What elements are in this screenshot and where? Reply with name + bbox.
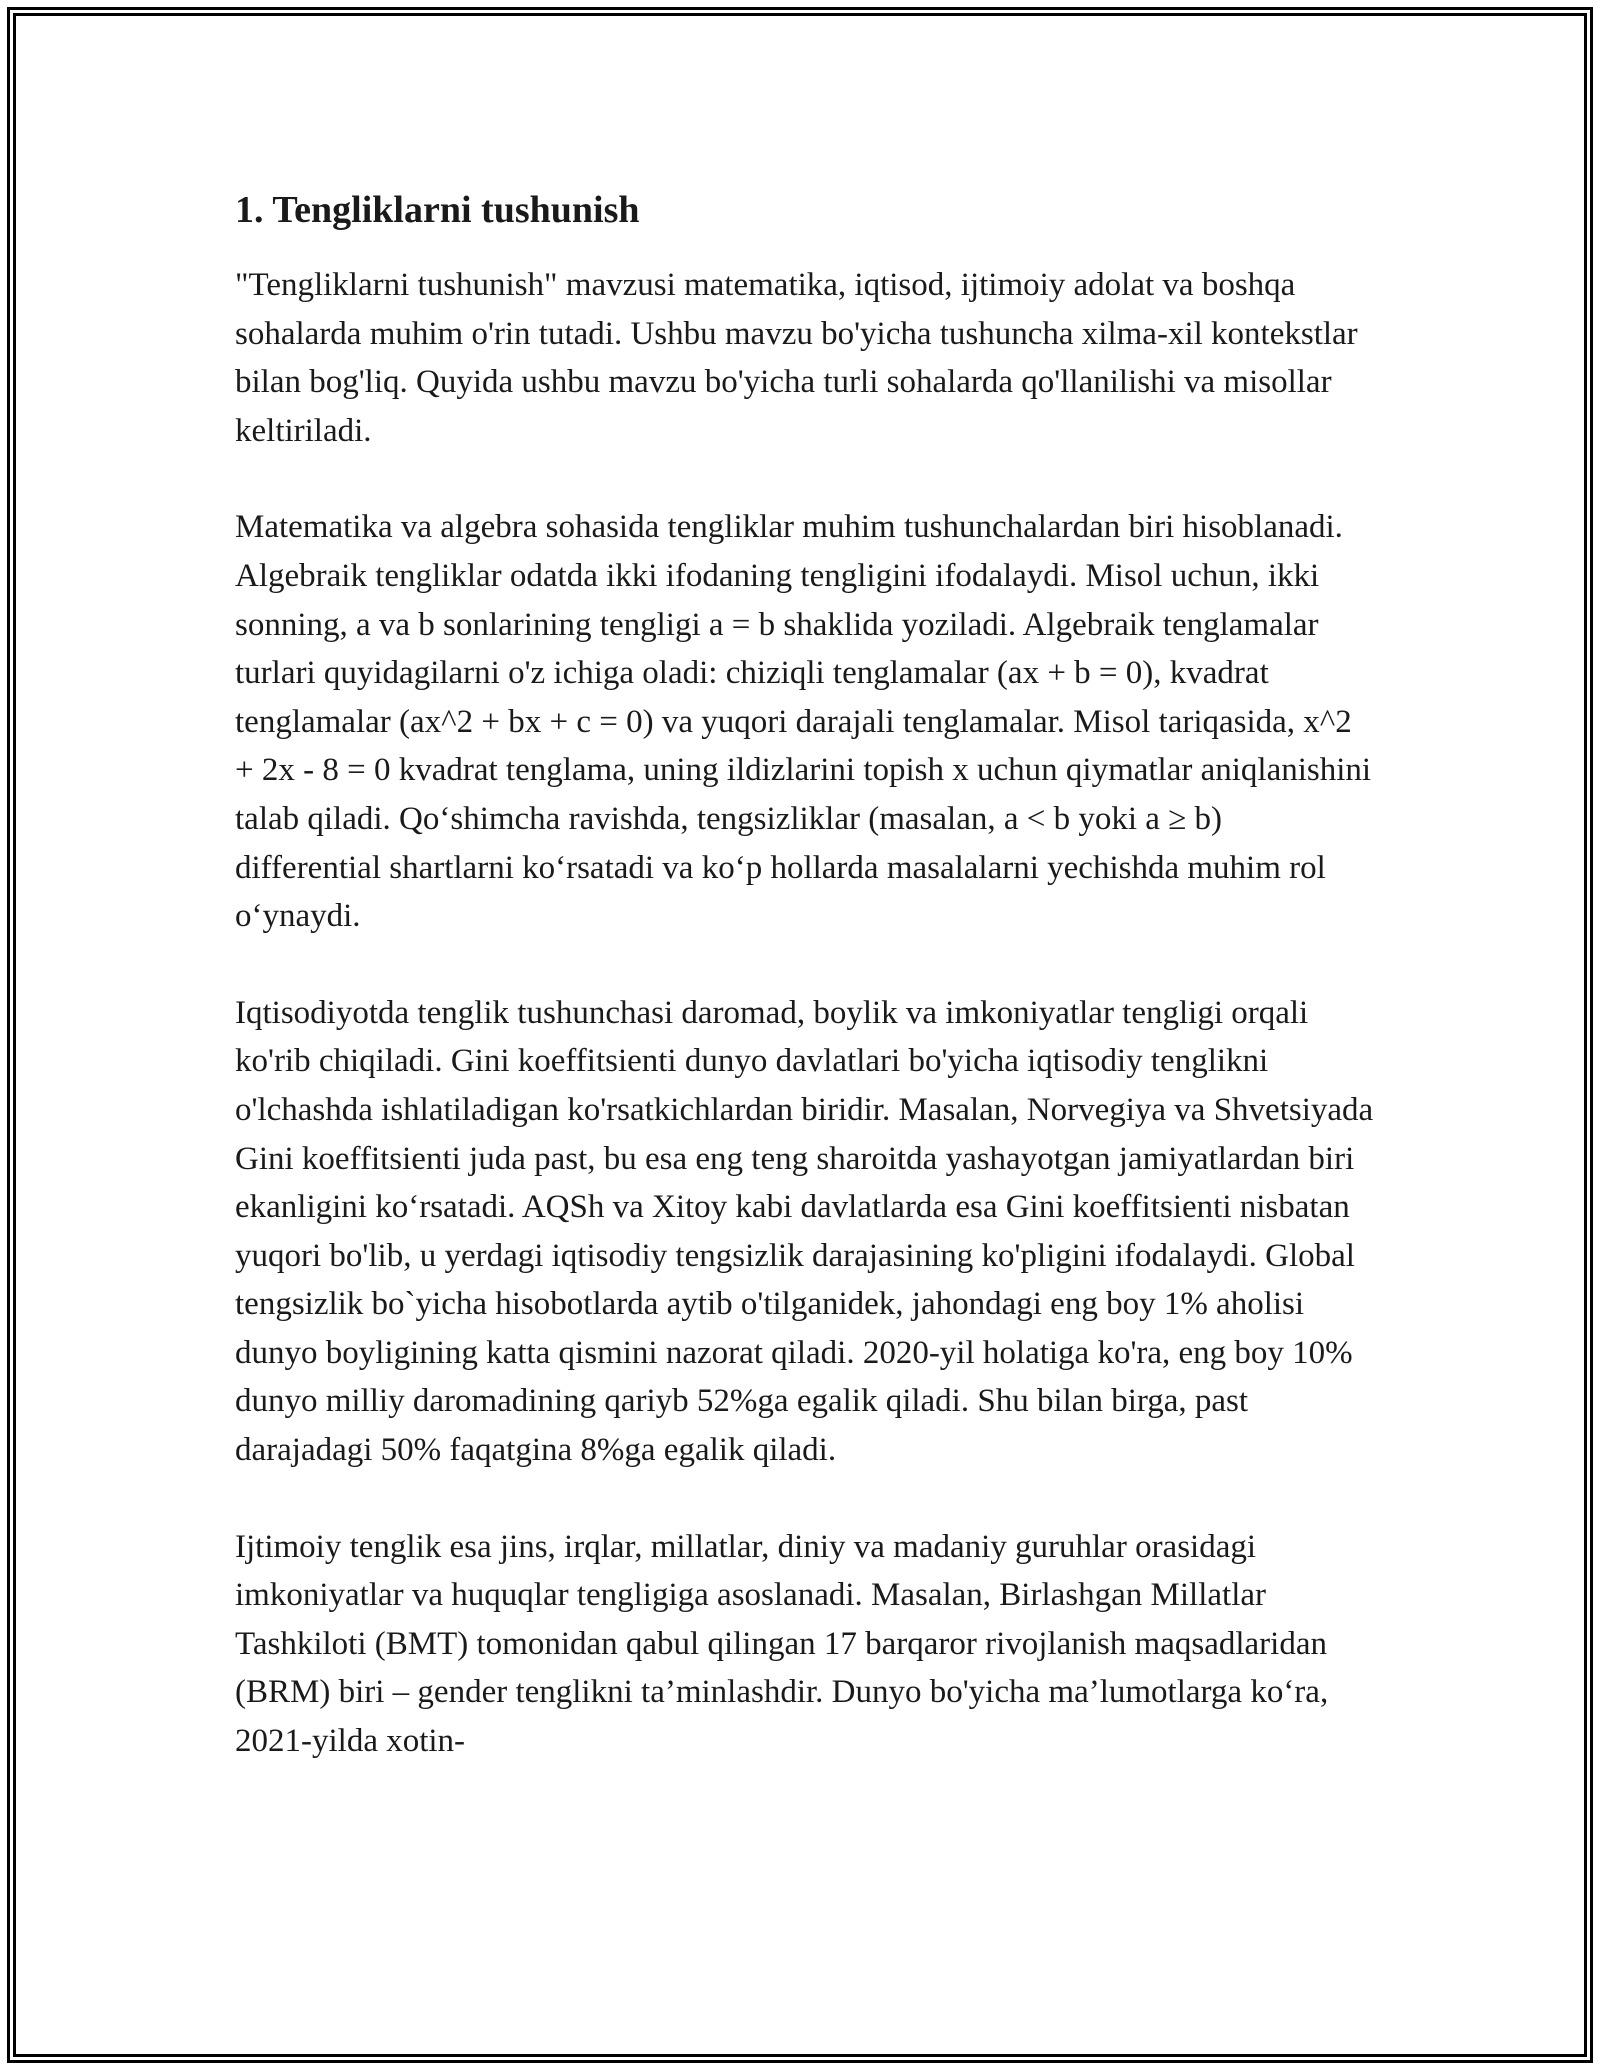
paragraph-intro: "Tengliklarni tushunish" mavzusi matematika, iqtisod, ijtimoiy adolat va boshqa sohalarda muhim o'rin tutadi. Ushbu mavzu bo'yicha tushuncha xilma-xil kontekstlar bilan bog'liq. Quyida ushbu mavzu bo'yicha turli sohalarda qo'llanilishi va misollar keltiriladi. [235,267,1358,449]
paragraph-mathematics: Matematika va algebra sohasida tengliklar muhim tushunchalardan biri hisoblanadi. Algebraik tengliklar odatda ikki ifodaning tengligini ifodalaydi. Misol uchun, ikki sonning, a va b sonlarining tengligi a = b shaklida yoziladi. Algebraik tenglamalar turlari quyidagilarni o'z ichiga oladi: chiziqli tenglamalar (ax + b = 0), kvadrat tenglamalar (ax^2 + bx + c = 0) va yuqori darajali tenglamalar. Misol tariqasida, x^2 + 2x - 8 = 0 kvadrat tenglama, uning ildizlarini topish x uchun qiymatlar aniqlanishini talab qiladi. Qo‘shimcha ravishda, tengsizliklar (masalan, a < b yoki a ≥ b) differential shartlarni ko‘rsatadi va ko‘p hollarda masalalarni yechishda muhim rol o‘ynaydi. [235,509,1372,935]
section-heading: 1. Tengliklarni tushunish [235,189,640,231]
document-body [235,185,1375,1766]
paragraph-social: Ijtimoiy tenglik esa jins, irqlar, millatlar, diniy va madaniy guruhlar orasidagi imkoniyatlar va huquqlar tengligiga asoslanadi. Masalan, Birlashgan Millatlar Tashkiloti (BMT) tomonidan qabul qilingan 17 barqaror rivojlanish maqsadlaridan (BRM) biri – gender tenglikni ta’minlashdir. Dunyo bo'yicha ma’lumotlarga ko‘ra, 2021-yilda xotin- [235,1528,1329,1760]
paragraph-economics: Iqtisodiyotda tenglik tushunchasi daromad, boylik va imkoniyatlar tengligi orqali ko'rib chiqiladi. Gini koeffitsienti dunyo davlatlari bo'yicha iqtisodiy tenglikni o'lchashda ishlatiladigan ko'rsatkichlardan biridir. Masalan, Norvegiya va Shvetsiyada Gini koeffitsienti juda past, bu esa eng teng sharoitda yashayotgan jamiyatlardan biri ekanligini ko‘rsatadi. AQSh va Xitoy kabi davlatlarda esa Gini koeffitsienti nisbatan yuqori bo'lib, u yerdagi iqtisodiy tengsizlik darajasining ko'pligini ifodalaydi. Global tengsizlik bo`yicha hisobotlarda aytib o'tilganidek, jahondagi eng boy 1% aholisi dunyo boyligining katta qismini nazorat qiladi. 2020-yil holatiga ko'ra, eng boy 10% dunyo milliy daromadining qariyb 52%ga egalik qiladi. Shu bilan birga, past darajadagi 50% faqatgina 8%ga egalik qiladi. [235,994,1374,1469]
